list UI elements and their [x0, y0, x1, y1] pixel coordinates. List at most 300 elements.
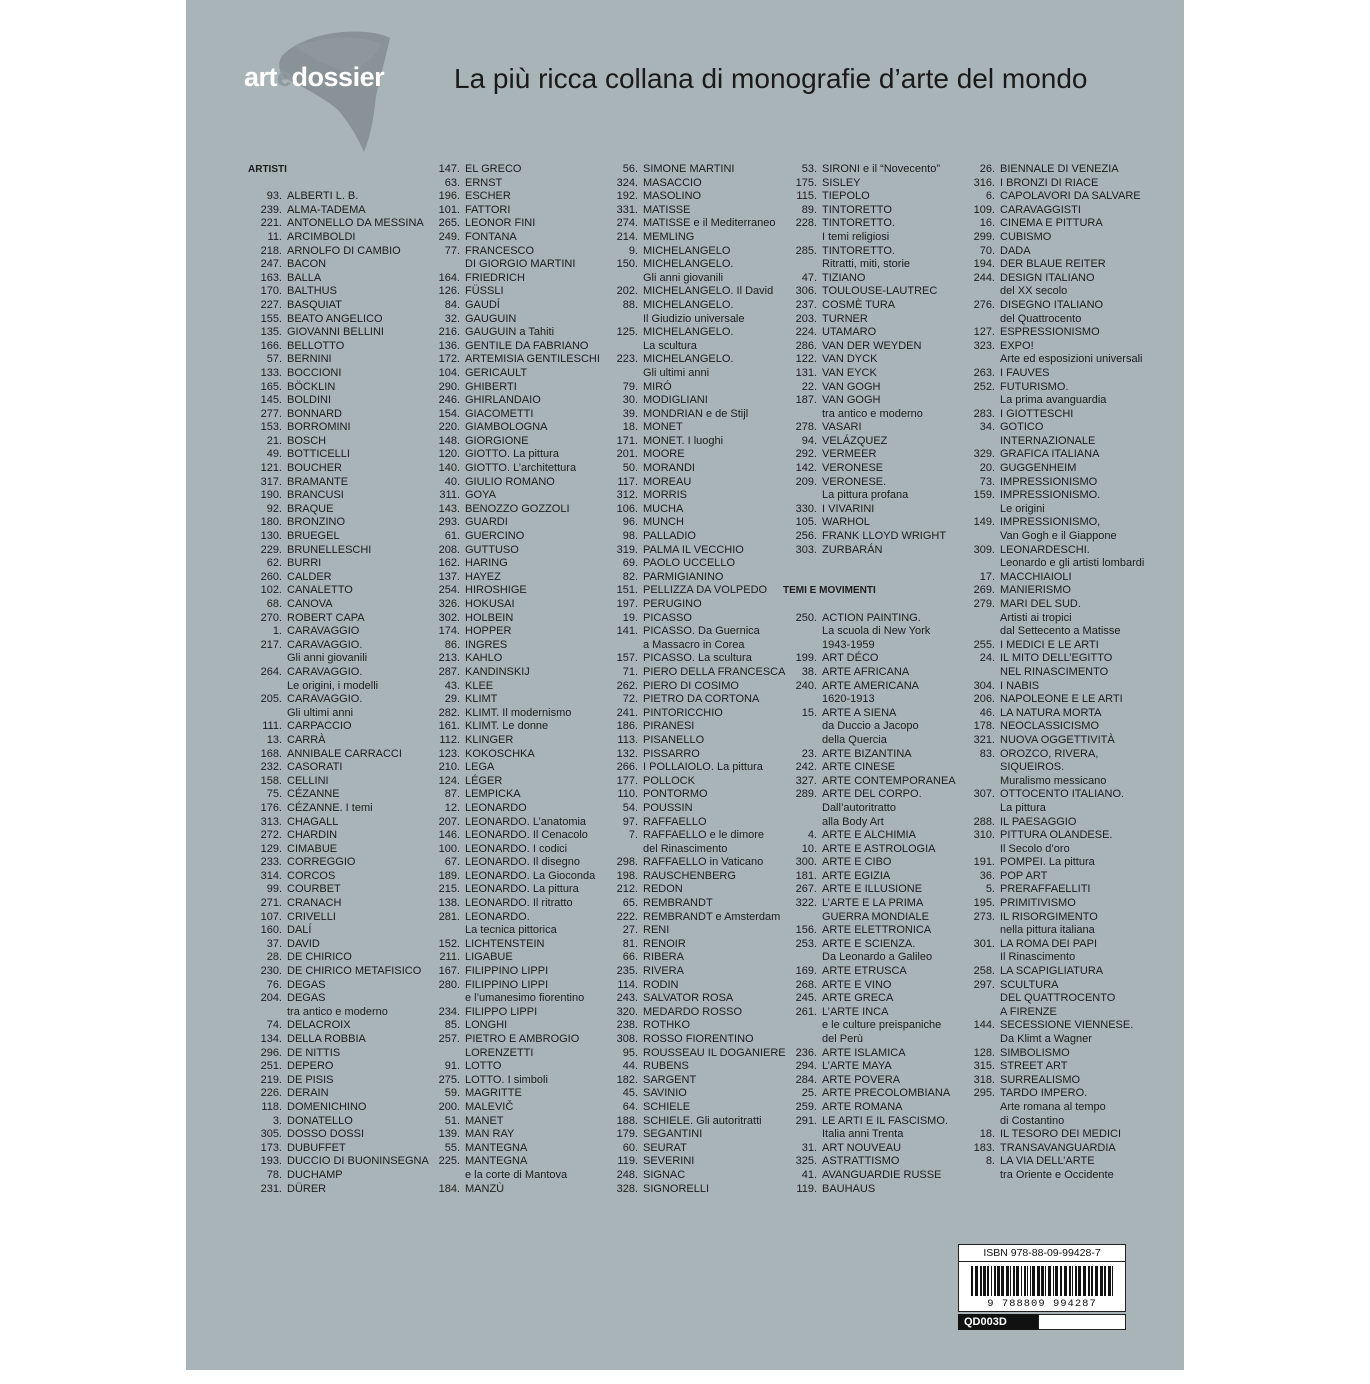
entry-number: 189.: [438, 869, 460, 882]
catalog-entry: [426, 353, 600, 367]
entry-title: SEURAT: [643, 1141, 687, 1154]
entry-title: ERNST: [465, 176, 503, 189]
barcode-bar: [1100, 1266, 1103, 1296]
catalog-entry: [248, 245, 429, 259]
catalog-entry: [426, 530, 600, 544]
catalog-entry: [961, 965, 1144, 979]
entry-number: 301.: [973, 937, 995, 950]
entry-number: 271.: [260, 897, 282, 910]
entry-number: 153.: [260, 421, 282, 434]
entry-number: 38.: [801, 665, 817, 678]
entry-number: 308.: [616, 1033, 638, 1045]
entry-number: 286.: [795, 339, 817, 352]
entry-number: 200.: [438, 1100, 460, 1113]
temi-entry: [783, 843, 956, 857]
catalog-entry: [604, 1183, 786, 1197]
catalog-entry: [248, 353, 429, 367]
entry-title: MALEVIČ: [465, 1100, 514, 1113]
catalog-entry: [426, 381, 600, 395]
catalog-entry: [604, 177, 786, 191]
entry-title: LEONARDESCHI. Leonardo e gli artisti lombardi: [1000, 543, 1145, 570]
entry-number: 136.: [438, 339, 460, 352]
catalog-entry: [248, 911, 429, 925]
entry-title: FILIPPO LIPPI: [465, 1005, 538, 1018]
catalog-entry: [426, 788, 600, 802]
temi-entry: [783, 924, 956, 938]
temi-entry: [783, 829, 956, 843]
catalog-entry: [961, 408, 1144, 422]
entry-title: SIMBOLISMO: [1000, 1046, 1070, 1059]
entry-number: 243.: [616, 992, 638, 1005]
entry-number: 54.: [622, 801, 638, 814]
entry-number: 170.: [260, 285, 282, 298]
entry-number: 263.: [973, 366, 995, 379]
catalog-entry: [961, 1087, 1144, 1128]
catalog-entry: [426, 313, 600, 327]
entry-title: NUOVA OGGETTIVITÀ: [1000, 733, 1115, 746]
entry-number: 119.: [617, 1155, 638, 1168]
entry-title: HIROSHIGE: [465, 584, 527, 597]
entry-number: 306.: [795, 285, 817, 298]
entry-number: 1.: [272, 625, 282, 638]
entry-title: PICASSO. Da Guernica a Massacro in Corea: [643, 625, 760, 651]
entry-title: GIAMBOLOGNA: [465, 421, 548, 434]
entry-number: 253.: [795, 937, 817, 950]
entry-title: HOLBEIN: [465, 611, 514, 624]
entry-number: 121.: [260, 462, 282, 475]
entry-number: 93.: [266, 190, 282, 203]
entry-number: 184.: [438, 1182, 460, 1195]
entry-number: 139.: [438, 1128, 460, 1141]
entry-number: 202.: [616, 285, 638, 298]
entry-title: BEATO ANGELICO: [287, 312, 383, 325]
entry-number: 50.: [622, 462, 638, 475]
catalog-entry: [604, 598, 786, 612]
catalog-entry: [604, 516, 786, 530]
barcode-bar: [1108, 1266, 1111, 1296]
entry-number: 41.: [801, 1168, 817, 1181]
catalog-entry: [426, 448, 600, 462]
entry-title: MONET. I luoghi: [643, 434, 724, 447]
entry-number: 102.: [260, 584, 282, 597]
temi-entry: [783, 1169, 956, 1183]
entry-title: BRAMANTE: [287, 475, 349, 488]
catalog-entry: [961, 829, 1144, 856]
entry-title: MORRIS: [643, 489, 687, 502]
entry-title: FUTURISMO. La prima avanguardia: [1000, 380, 1107, 407]
entry-title: GUARDI: [465, 516, 508, 529]
catalog-entry: [604, 408, 786, 422]
catalog-entry: [604, 421, 786, 435]
entry-title: CRIVELLI: [287, 910, 336, 923]
entry-title: FRIEDRICH: [465, 271, 525, 284]
entry-number: 94.: [801, 434, 817, 447]
catalog-entry: [248, 285, 429, 299]
entry-number: 230.: [260, 965, 282, 978]
entry-number: 11.: [267, 230, 282, 243]
entry-title: VASARI: [822, 421, 862, 434]
entry-number: 132.: [616, 747, 638, 760]
entry-title: MONDRIAN e de Stijl: [643, 407, 749, 420]
entry-number: 329.: [973, 448, 995, 461]
entry-number: 43.: [444, 679, 460, 692]
isbn-block: [958, 1244, 1126, 1384]
catalog-entry: [961, 177, 1144, 191]
entry-number: 323.: [973, 339, 995, 352]
entry-number: 188.: [616, 1114, 638, 1127]
entry-number: 256.: [795, 530, 817, 543]
entry-number: 145.: [260, 394, 282, 407]
entry-title: GUERCINO: [465, 530, 525, 543]
entry-title: MATISSE: [643, 203, 691, 216]
entry-number: 237.: [795, 298, 817, 311]
entry-number: 79.: [622, 380, 638, 393]
product-code-row: [958, 1314, 1126, 1330]
catalog-entry: [248, 734, 429, 748]
catalog-entry: [426, 829, 600, 843]
catalog-entry: [961, 258, 1144, 272]
entry-number: 300.: [795, 856, 817, 869]
catalog-entry: [426, 639, 600, 653]
entry-title: MUNCH: [643, 516, 684, 529]
entry-title: ARTE E VINO: [822, 978, 892, 991]
entry-number: 109.: [973, 203, 995, 216]
entry-title: BOLDINI: [287, 394, 332, 407]
entry-title: LEONARDO. La tecnica pittorica: [465, 910, 557, 937]
entry-number: 287.: [438, 665, 460, 678]
entry-title: HARING: [465, 557, 508, 570]
entry-title: LOTTO. I simboli: [465, 1073, 548, 1086]
catalog-entry: [961, 911, 1144, 938]
entry-title: L’ARTE INCA e le culture preispaniche del Perù: [822, 1005, 942, 1045]
entry-number: 133.: [260, 366, 282, 379]
entry-number: 234.: [438, 1005, 460, 1018]
entry-number: 167.: [438, 965, 460, 978]
entry-number: 45.: [622, 1087, 638, 1100]
catalog-entry: [783, 190, 956, 204]
entry-title: POUSSIN: [643, 801, 693, 814]
entry-title: DONATELLO: [287, 1114, 353, 1127]
entry-title: IL RISORGIMENTO nella pittura italiana: [1000, 910, 1098, 937]
catalog-entry: [961, 598, 1144, 639]
entry-title: BALTHUS: [287, 285, 337, 298]
catalog-entry: [961, 367, 1144, 381]
entry-number: 23.: [801, 747, 817, 760]
entry-number: 222.: [616, 910, 638, 923]
entry-title: PICASSO: [643, 611, 692, 624]
entry-number: 208.: [438, 543, 460, 556]
catalog-entry: [961, 748, 1144, 789]
entry-title: RENI: [643, 924, 670, 937]
entry-number: 246.: [438, 394, 460, 407]
entry-number: 124.: [438, 774, 460, 787]
entry-number: 249.: [438, 230, 460, 243]
entry-number: 201.: [616, 448, 638, 461]
catalog-entry: [426, 367, 600, 381]
entry-number: 326.: [438, 598, 460, 610]
entry-number: 65.: [622, 897, 638, 910]
entry-number: 5.: [985, 883, 995, 896]
entry-number: 56.: [622, 163, 638, 175]
entry-number: 171.: [616, 434, 638, 447]
catalog-entry: [248, 313, 429, 327]
entry-title: MANIERISMO: [1000, 584, 1071, 597]
catalog-entry: [248, 1115, 429, 1129]
entry-title: I NABIS: [1000, 679, 1040, 692]
entry-number: 123.: [438, 747, 460, 760]
entry-title: BAUHAUS: [822, 1182, 876, 1195]
entry-title: RIVERA: [643, 965, 684, 978]
catalog-entry: [248, 1128, 429, 1142]
catalog-entry: [604, 693, 786, 707]
entry-title: MEMLING: [643, 230, 695, 243]
catalog-entry: [426, 272, 600, 286]
entry-number: 269.: [973, 584, 995, 597]
entry-number: 307.: [973, 788, 995, 801]
catalog-entry: [248, 299, 429, 313]
entry-title: VERONESE. La pittura profana: [822, 475, 909, 502]
catalog-entry: [248, 326, 429, 340]
entry-title: LEONARDO. Il disegno: [465, 856, 580, 869]
barcode-bar: [1095, 1266, 1098, 1296]
entry-title: I GIOTTESCHI: [1000, 407, 1074, 420]
entry-number: 179.: [616, 1128, 638, 1141]
catalog-entry: [961, 938, 1144, 965]
catalog-entry: [426, 326, 600, 340]
entry-title: BRUNELLESCHI: [287, 543, 372, 556]
product-code: QD003D: [958, 1314, 1038, 1330]
catalog-entry: [426, 584, 600, 598]
entry-number: 255.: [973, 638, 995, 651]
catalog-entry: [604, 734, 786, 748]
entry-number: 44.: [622, 1060, 638, 1073]
entry-title: ARTE POVERA: [822, 1073, 901, 1086]
catalog-entry: [248, 720, 429, 734]
catalog-entry: [426, 516, 600, 530]
catalog-entry: [248, 639, 429, 666]
catalog-entry: [248, 258, 429, 272]
catalog-entry: [426, 612, 600, 626]
catalog-entry: [604, 911, 786, 925]
catalog-entry: [604, 231, 786, 245]
entry-title: LÉGER: [465, 774, 503, 787]
catalog-entry: [604, 285, 786, 299]
catalog-entry: [248, 1087, 429, 1101]
temi-entry: [783, 938, 956, 965]
barcode-bar: [1030, 1266, 1031, 1296]
catalog-entry: [604, 625, 786, 652]
entry-title: ESCHER: [465, 190, 511, 203]
barcode-bar: [1064, 1266, 1067, 1296]
entry-title: VERONESE: [822, 462, 884, 475]
entry-number: 73.: [979, 475, 995, 488]
catalog-entry: [604, 720, 786, 734]
entry-title: RODIN: [643, 978, 679, 991]
entry-title: POP ART: [1000, 869, 1048, 882]
temi-entry: [783, 1060, 956, 1074]
catalog-entry: [426, 408, 600, 422]
entry-number: 115.: [796, 190, 817, 203]
entry-title: DALÍ: [287, 924, 312, 937]
catalog-entry: [248, 924, 429, 938]
entry-number: 131.: [795, 366, 817, 379]
entry-number: 114.: [617, 978, 638, 991]
column-3: [604, 163, 786, 1196]
catalog-entry: [604, 829, 786, 856]
catalog-entry: [604, 870, 786, 884]
catalog-entry: [248, 612, 429, 626]
catalog-entry: [604, 1087, 786, 1101]
catalog-entry: [426, 544, 600, 558]
entry-title: DOMENICHINO: [287, 1100, 367, 1113]
entry-title: COURBET: [287, 883, 341, 896]
catalog-entry: [248, 231, 429, 245]
entry-title: DUCHAMP: [287, 1168, 343, 1181]
catalog-entry: [961, 883, 1144, 897]
catalog-entry: [604, 680, 786, 694]
entry-title: RAFFAELLO: [643, 815, 707, 828]
catalog-entry: [426, 652, 600, 666]
catalog-entry: [426, 1101, 600, 1115]
entry-title: PIERO DI COSIMO: [643, 679, 739, 692]
entry-number: 21.: [266, 434, 282, 447]
temi-entry: [783, 979, 956, 993]
entry-title: IMPRESSIONISMO, Van Gogh e il Giappone: [1000, 516, 1117, 543]
catalog-entry: [604, 748, 786, 762]
entry-title: FRANK LLOYD WRIGHT: [822, 530, 947, 543]
catalog-entry: [426, 217, 600, 231]
entry-number: 159.: [973, 489, 995, 502]
entry-title: AVANGUARDIE RUSSE: [822, 1168, 942, 1181]
temi-entry: [783, 775, 956, 789]
entry-number: 251.: [260, 1060, 282, 1073]
entry-title: PINTORICCHIO: [643, 706, 723, 719]
catalog-entry: [426, 965, 600, 979]
catalog-entry: [426, 843, 600, 857]
catalog-entry: [426, 421, 600, 435]
entry-title: CHARDIN: [287, 829, 338, 842]
entry-title: MAN RAY: [465, 1128, 515, 1141]
entry-number: 217.: [260, 638, 282, 651]
entry-title: ARNOLFO DI CAMBIO: [287, 244, 401, 257]
catalog-entry: [248, 367, 429, 381]
entry-number: 284.: [795, 1073, 817, 1086]
barcode-bar: [1016, 1266, 1019, 1296]
column-1: [248, 163, 429, 1196]
catalog-entry: [783, 217, 956, 244]
entry-number: 289.: [795, 788, 817, 801]
entry-title: LIGABUE: [465, 951, 513, 964]
entry-number: 135.: [260, 326, 282, 339]
catalog-entry: [604, 571, 786, 585]
catalog-entry: [426, 557, 600, 571]
entry-number: 315.: [973, 1060, 995, 1073]
catalog-entry: [426, 856, 600, 870]
catalog-entry: [604, 258, 786, 285]
entry-title: BOUCHER: [287, 462, 343, 475]
entry-title: PALMA IL VECCHIO: [643, 543, 744, 556]
entry-title: LEMPICKA: [465, 788, 521, 801]
entry-number: 140.: [438, 462, 460, 475]
entry-number: 154.: [438, 407, 460, 420]
catalog-entry: [426, 299, 600, 313]
catalog-entry: [961, 190, 1144, 204]
entry-title: CASORATI: [287, 761, 343, 774]
entry-number: 311.: [439, 489, 460, 502]
entry-number: 96.: [622, 516, 638, 529]
catalog-entry: [426, 802, 600, 816]
catalog-entry: [961, 584, 1144, 598]
entry-title: BRUEGEL: [287, 530, 340, 543]
catalog-entry: [783, 381, 956, 395]
entry-title: BASQUIAT: [287, 298, 342, 311]
catalog-entry: [961, 1155, 1144, 1182]
catalog-entry: [783, 177, 956, 191]
catalog-entry: [961, 231, 1144, 245]
entry-title: GIACOMETTI: [465, 407, 534, 420]
catalog-entry: [426, 245, 600, 272]
catalog-entry: [248, 598, 429, 612]
catalog-entry: [248, 408, 429, 422]
catalog-entry: [248, 421, 429, 435]
entry-title: ARTE ELETTRONICA: [822, 924, 932, 937]
entry-number: 299.: [973, 230, 995, 243]
entry-title: MICHELANGELO. Il David: [643, 285, 774, 298]
entry-number: 29.: [444, 693, 460, 706]
barcode-bar: [1006, 1266, 1009, 1296]
entry-number: 254.: [438, 584, 460, 597]
entry-number: 232.: [260, 761, 282, 774]
entry-number: 225.: [438, 1155, 460, 1168]
entry-title: GIORGIONE: [465, 434, 529, 447]
catalog-entry: [604, 245, 786, 259]
catalog-entry: [426, 285, 600, 299]
entry-number: 318.: [973, 1073, 995, 1086]
entry-number: 252.: [973, 380, 995, 393]
entry-number: 143.: [438, 502, 460, 515]
entry-title: PERUGINO: [643, 598, 702, 610]
barcode-bar: [987, 1266, 989, 1296]
temi-entry: [783, 1047, 956, 1061]
entry-title: BELLOTTO: [287, 339, 345, 352]
entry-number: 198.: [616, 869, 638, 882]
entry-number: 118.: [261, 1100, 282, 1113]
catalog-entry: [248, 516, 429, 530]
entry-number: 99.: [266, 883, 282, 896]
entry-title: RAFFAELLO in Vaticano: [643, 856, 764, 869]
entry-title: ESPRESSIONISMO: [1000, 326, 1100, 339]
back-cover: [186, 0, 1184, 1370]
entry-number: 39.: [622, 407, 638, 420]
catalog-entry: [426, 734, 600, 748]
barcode-bar: [1041, 1266, 1044, 1296]
entry-title: CARAVAGGIO. Le origini, i modelli: [287, 665, 379, 692]
entry-title: EL GRECO: [465, 163, 522, 175]
catalog-entry: [248, 448, 429, 462]
logo-art: art: [244, 62, 278, 92]
catalog-entry: [248, 1033, 429, 1047]
entry-number: 273.: [973, 910, 995, 923]
catalog-entry: [248, 693, 429, 720]
entry-title: CÉZANNE. I temi: [287, 801, 373, 814]
entry-title: ZURBARÁN: [822, 543, 883, 556]
entry-number: 51.: [444, 1114, 460, 1127]
entry-title: LOTTO: [465, 1060, 502, 1073]
entry-number: 18.: [979, 1128, 995, 1141]
entry-number: 229.: [260, 543, 282, 556]
entry-title: GHIBERTI: [465, 380, 517, 393]
entry-number: 290.: [438, 380, 460, 393]
